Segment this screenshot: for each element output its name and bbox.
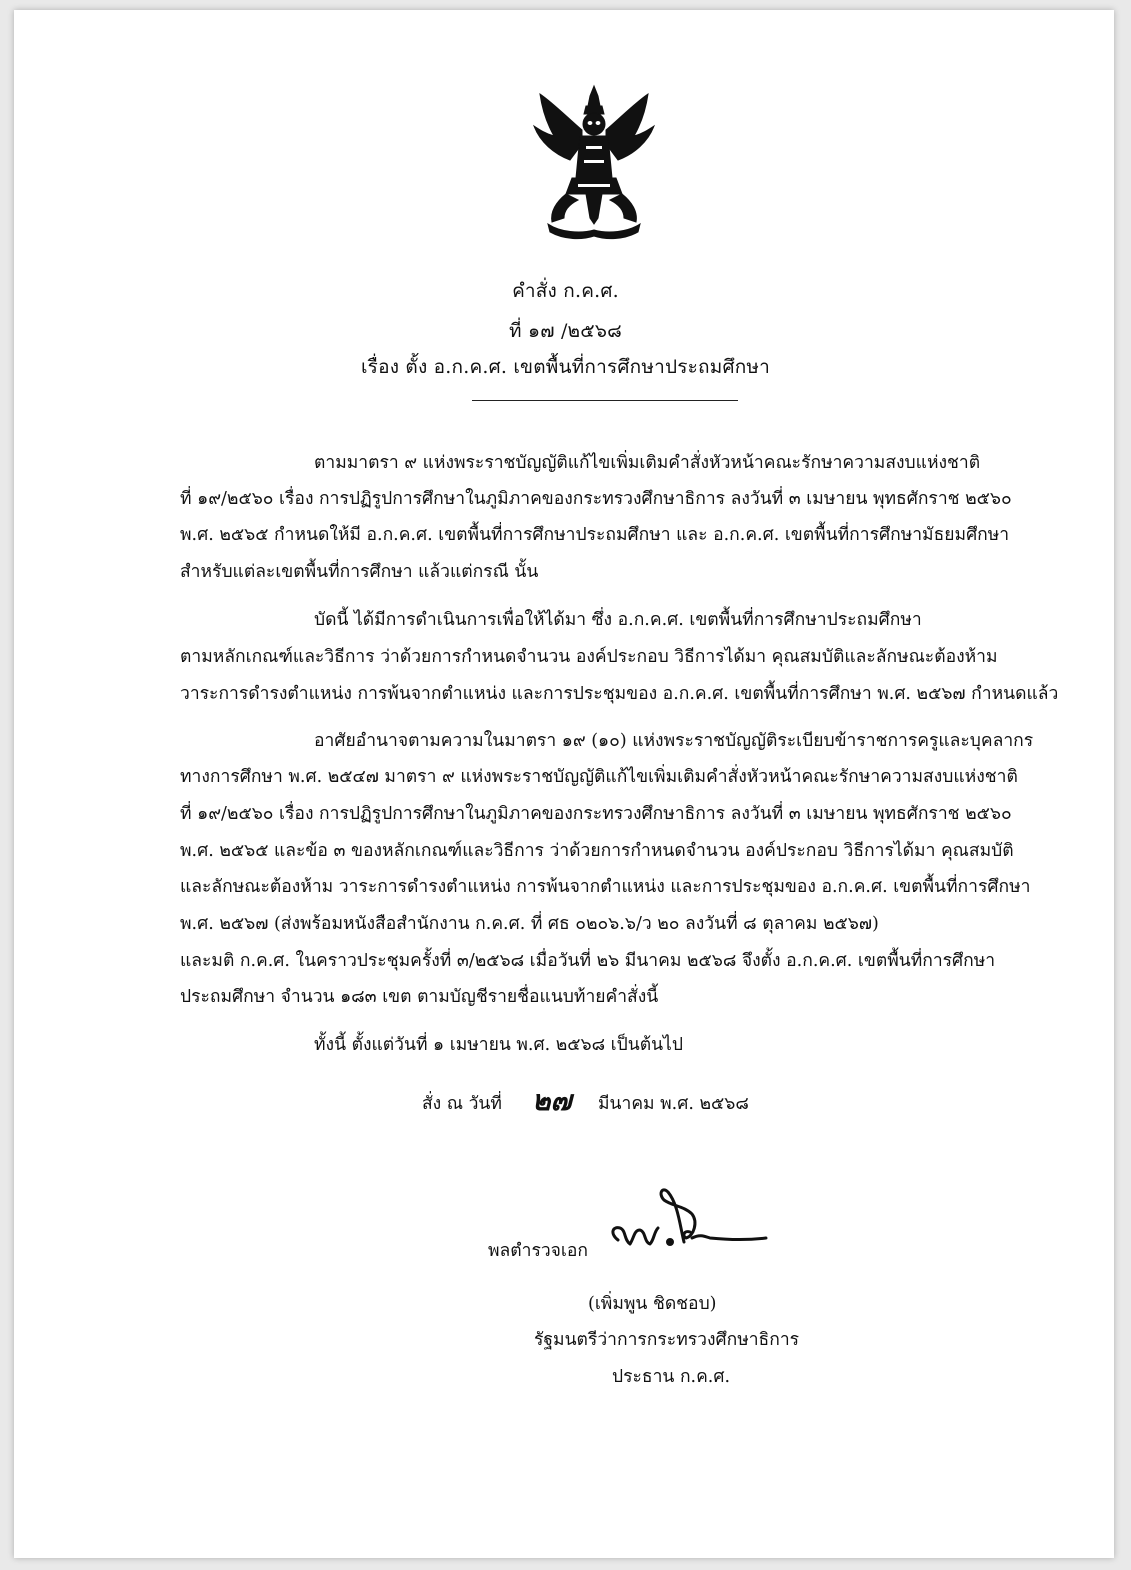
signatory-name: (เพิ่มพูน ชิดชอบ) xyxy=(588,1294,717,1314)
signatory-rank: พลตำรวจเอก xyxy=(488,1241,589,1261)
paragraph-3-line-7: และมติ ก.ค.ศ. ในคราวประชุมครั้งที่ ๓/๒๕๖๘ เมื่อวันที่ ๒๖ มีนาคม ๒๕๖๘ จึงตั้ง อ.ก.ค.ศ. เขตพื้นที่การศึกษา xyxy=(180,951,996,971)
title-divider xyxy=(472,400,738,401)
order-date-suffix: มีนาคม พ.ศ. ๒๕๖๘ xyxy=(598,1094,749,1114)
paragraph-1-line-1: ตามมาตรา ๙ แห่งพระราชบัญญัติแก้ไขเพิ่มเติมคำสั่งหัวหน้าคณะรักษาความสงบแห่งชาติ xyxy=(314,453,981,473)
paragraph-2-line-3: วาระการดำรงตำแหน่ง การพ้นจากตำแหน่ง และการประชุมของ อ.ก.ค.ศ. เขตพื้นที่การศึกษา พ.ศ. ๒๕๖๗ กำหนดแล้ว xyxy=(180,684,1059,704)
garuda-emblem-icon xyxy=(530,82,658,242)
paragraph-3-line-3: ที่ ๑๙/๒๕๖๐ เรื่อง การปฏิรูปการศึกษาในภูมิภาคของกระทรวงศึกษาธิการ ลงวันที่ ๓ เมษายน พุทธศักราช ๒๕๖๐ xyxy=(180,804,1012,824)
handwritten-signature xyxy=(600,1178,770,1278)
order-number: ที่ ๑๗ /๒๕๖๘ xyxy=(509,320,622,342)
paragraph-3-line-5: และลักษณะต้องห้าม วาระการดำรงตำแหน่ง การพ้นจากตำแหน่ง และการประชุมของ อ.ก.ค.ศ. เขตพื้นที่การศึกษา xyxy=(180,877,1031,897)
signatory-role: ประธาน ก.ค.ศ. xyxy=(612,1367,731,1387)
order-date-day: ๒๗ xyxy=(532,1084,572,1117)
paragraph-3-line-6: พ.ศ. ๒๕๖๗ (ส่งพร้อมหนังสือสำนักงาน ก.ค.ศ. ที่ ศธ ๐๒๐๖.๖/ว ๒๐ ลงวันที่ ๘ ตุลาคม ๒๕๖๗) xyxy=(180,914,879,934)
paragraph-2-line-1: บัดนี้ ได้มีการดำเนินการเพื่อให้ได้มา ซึ่ง อ.ก.ค.ศ. เขตพื้นที่การศึกษาประถมศึกษา xyxy=(314,610,922,630)
paragraph-3-line-4: พ.ศ. ๒๕๖๕ และข้อ ๓ ของหลักเกณฑ์และวิธีการ ว่าด้วยการกำหนดจำนวน องค์ประกอบ วิธีการได้มา คุณสมบัติ xyxy=(180,841,1014,861)
signatory-position: รัฐมนตรีว่าการกระทรวงศึกษาธิการ xyxy=(534,1330,800,1350)
effective-date: ทั้งนี้ ตั้งแต่วันที่ ๑ เมษายน พ.ศ. ๒๕๖๘ เป็นต้นไป xyxy=(314,1035,683,1055)
order-title: คำสั่ง ก.ค.ศ. xyxy=(512,280,619,302)
paragraph-3-line-1: อาศัยอำนาจตามความในมาตรา ๑๙ (๑๐) แห่งพระราชบัญญัติระเบียบข้าราชการครูและบุคลากร xyxy=(314,731,1034,751)
paragraph-2-line-2: ตามหลักเกณฑ์และวิธีการ ว่าด้วยการกำหนดจำนวน องค์ประกอบ วิธีการได้มา คุณสมบัติและลักษณะต้องห้าม xyxy=(180,647,998,667)
paragraph-1-line-3: พ.ศ. ๒๕๖๕ กำหนดให้มี อ.ก.ค.ศ. เขตพื้นที่การศึกษาประถมศึกษา และ อ.ก.ค.ศ. เขตพื้นที่การศึกษามัธยมศึกษา xyxy=(180,525,1010,545)
paragraph-1-line-2: ที่ ๑๙/๒๕๖๐ เรื่อง การปฏิรูปการศึกษาในภูมิภาคของกระทรวงศึกษาธิการ ลงวันที่ ๓ เมษายน พุทธศักราช ๒๕๖๐ xyxy=(180,489,1012,509)
order-subject: เรื่อง ตั้ง อ.ก.ค.ศ. เขตพื้นที่การศึกษาประถมศึกษา xyxy=(360,356,771,378)
paragraph-1-line-4: สำหรับแต่ละเขตพื้นที่การศึกษา แล้วแต่กรณี นั้น xyxy=(180,562,539,582)
order-date-prefix: สั่ง ณ วันที่ xyxy=(422,1094,502,1114)
paragraph-3-line-8: ประถมศึกษา จำนวน ๑๘๓ เขต ตามบัญชีรายชื่อแนบท้ายคำสั่งนี้ xyxy=(180,987,659,1007)
paragraph-3-line-2: ทางการศึกษา พ.ศ. ๒๕๔๗ มาตรา ๙ แห่งพระราชบัญญัติแก้ไขเพิ่มเติมคำสั่งหัวหน้าคณะรักษาความสงบแห่งชาติ xyxy=(180,767,1018,787)
